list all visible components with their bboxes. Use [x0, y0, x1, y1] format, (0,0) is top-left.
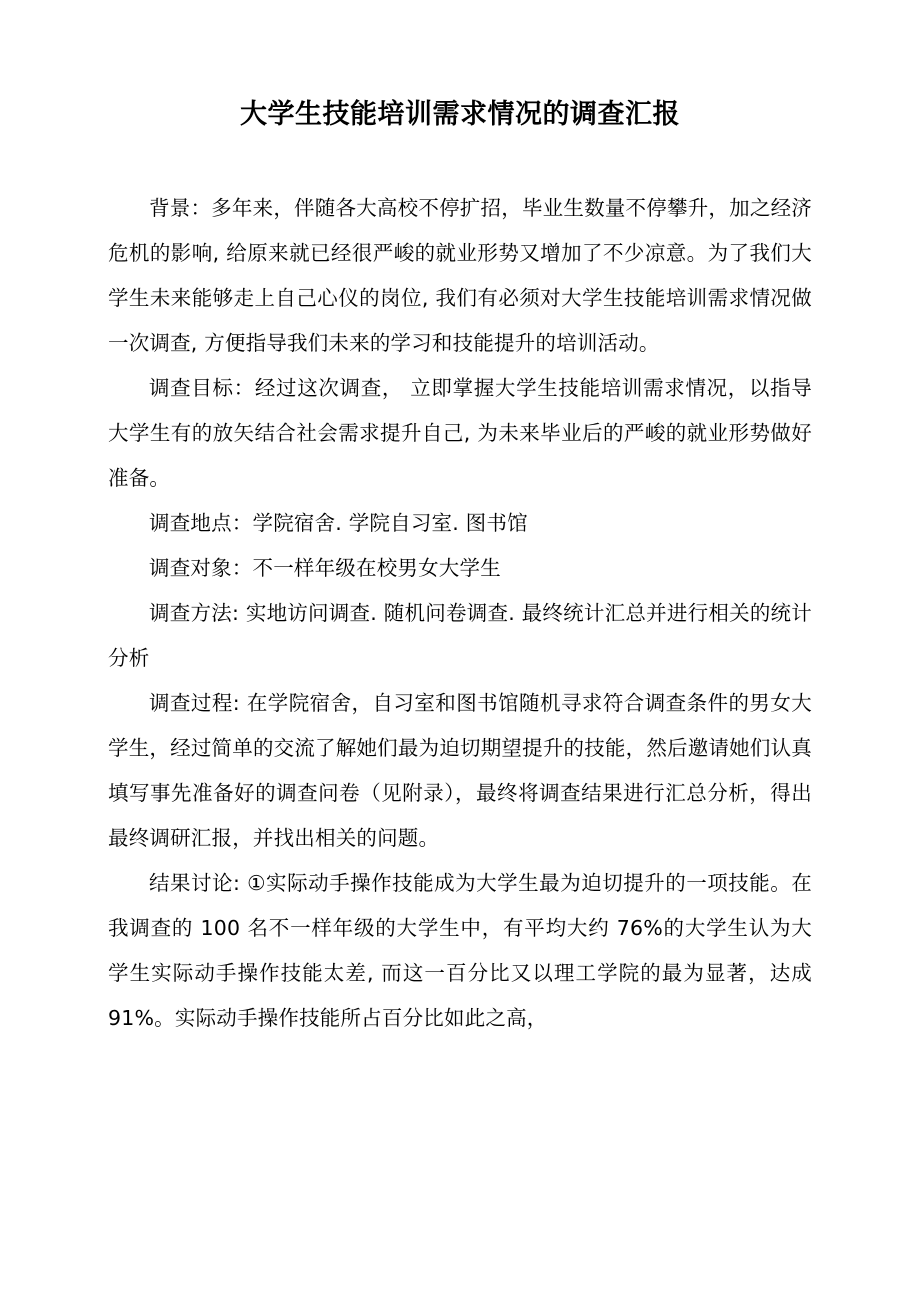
paragraph-results: 结果讨论: ①实际动手操作技能成为大学生最为迫切提升的一项技能。在我调查的 100 名不一样年级的大学生中，有平均大约 76%的大学生认为大学生实际动手操作技能太差, 而这一百分比又以理工学院的最为显著，达成 91%。实际动手操作技能所占百分比如此之高， [108, 870, 812, 1030]
paragraph-process: 调查过程: 在学院宿舍，自习室和图书馆随机寻求符合调查条件的男女大学生，经过简单的交流了解她们最为迫切期望提升的技能，然后邀请她们认真填写事先准备好的调查问卷（见附录），最终将调查结果进行汇总分析，得出最终调研汇报，并找出相关的问题。 [108, 690, 812, 850]
page-title: 大学生技能培训需求情况的调查汇报 [240, 99, 680, 130]
paragraph-location: 调查地点：学院宿舍. 学院自习室. 图书馆 [149, 510, 528, 535]
paragraph-methods: 调查方法: 实地访问调查. 随机问卷调查. 最终统计汇总并进行相关的统计分析 [108, 600, 812, 670]
paragraph-background: 背景：多年来，伴随各大高校不停扩招，毕业生数量不停攀升，加之经济危机的影响, 给原来就已经很严峻的就业形势又增加了不少凉意。为了我们大学生未来能够走上自己心仪的岗位, 我们有必须对大学生技能培训需求情况做一次调查, 方便指导我们未来的学习和技能提升的培训活动。 [108, 195, 812, 355]
paragraph-subjects: 调查对象：不一样年级在校男女大学生 [149, 555, 501, 580]
paragraph-objective: 调查目标：经过这次调查， 立即掌握大学生技能培训需求情况，以指导大学生有的放矢结合社会需求提升自己, 为未来毕业后的严峻的就业形势做好准备。 [108, 375, 812, 490]
